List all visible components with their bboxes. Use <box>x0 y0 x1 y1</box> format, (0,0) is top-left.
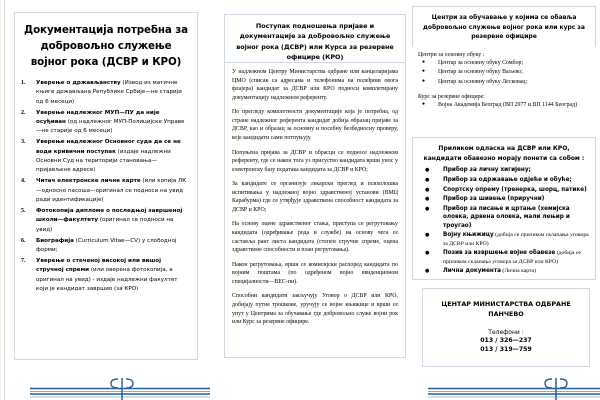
bring-list-item-label <box>443 176 589 185</box>
center-list-item-label: Центар за основну обуку Ваљево; <box>438 69 523 76</box>
center-list-item <box>418 101 590 110</box>
procedure-paragraph: Након регрутовања, врши се комисијски распоред кандидата по војним поштама (по одређеном војно евиденционом специјалности—ВЕС-пи). <box>232 261 398 285</box>
list-item-number: 1. <box>21 79 26 86</box>
page-edge-inner <box>4 0 5 400</box>
bullet-icon: ● <box>422 78 426 84</box>
bring-list-item-label <box>443 205 589 231</box>
procedure-paragraph: У надлежном Центру Министарства одбране или канцеларијама ЦМО (списак са адресама и телефонима на полеђини овога флајера) кандидат за ДСВР или КРО подноси комплетирану документацију надлежном референту. <box>232 69 398 101</box>
contact-office-name: ЦЕНТАР МИНИСТАРСТВА ОДБРАНЕ <box>441 300 571 308</box>
list-item-number: 6. <box>21 237 26 244</box>
documentation-list-item <box>21 257 189 295</box>
procedure-column <box>210 0 406 400</box>
bring-list-item-bold: Прибор за шивење (приручни) <box>443 196 545 203</box>
bring-list-item-bold: Позив за извршење војне обавезе <box>443 250 556 257</box>
procedure-body-panel <box>224 62 406 358</box>
bring-list-item-label <box>443 195 589 204</box>
list-item-text-bold: Биографија <box>36 237 74 244</box>
list-item-text <box>36 177 189 205</box>
contact-office-city: ПАНЧЕВО <box>488 310 524 319</box>
bullet-icon: ● <box>425 205 430 212</box>
bring-list-item-label <box>443 186 589 195</box>
bring-list-item <box>419 176 589 185</box>
phone-number-2: 013 / 319—759 <box>480 345 532 353</box>
ornament-left <box>30 374 210 400</box>
bullet-icon: ● <box>422 69 426 75</box>
bullet-icon: ● <box>425 232 430 239</box>
list-item-text <box>36 79 189 107</box>
bring-list-item <box>419 166 589 175</box>
procedure-panel-title: Поступак подношења пријаве и документације за добровољно служење војног рока (ДСВР) или Курса за резервне официре (КРО) <box>236 22 394 62</box>
reserve-officers-list <box>418 101 590 110</box>
list-item-number: 3. <box>21 139 26 146</box>
list-item-text <box>36 237 189 256</box>
bring-list-item-note: (Лична карта) <box>501 268 537 275</box>
bring-list-item-note: (добија се приликом склапања уговора за ДСВР или КРО) <box>443 250 581 265</box>
reserve-officers-label: Курс за резервне официре: <box>418 94 485 101</box>
bring-list-item-label <box>443 249 589 266</box>
list-item-text-bold: Уверење о стеченој високој или вишој стручној спреми <box>36 257 162 274</box>
procedure-paragraph: Способни кандидати закључују Уговор о ДСВР или КРО, добијају путне трошкове, уручују се војне књижице и врши се упут у Центрима за обучавање где добровољно служе војни рок или Курс за резервне официре. <box>232 293 398 326</box>
bring-list-item-bold: Прибор за одржавање одјеће и обуће; <box>443 176 572 183</box>
bullet-icon: ● <box>425 196 430 203</box>
training-centers-title-panel <box>412 6 596 48</box>
list-item-number: 4. <box>21 178 26 185</box>
bring-list-item-bold: Прибор за писање и цртање (хемијска оловка, дрвена оловка, мали лењир и троугао) <box>443 205 570 229</box>
bullet-icon: ● <box>422 60 426 65</box>
bring-list-item-bold: Војну књижицу <box>443 232 494 239</box>
phones-label: Телефони : <box>488 328 524 336</box>
list-item-text-rest: (од надлежног МУП-Полицијске Управе—не старије од 6 месеци) <box>36 118 185 135</box>
documentation-list-item <box>21 207 189 235</box>
list-item-text-bold: Читач електронске личне карте <box>36 178 141 185</box>
bring-with-you-panel <box>412 137 596 280</box>
bring-list-item-bold: Прибор за личну хигијену; <box>443 167 531 174</box>
list-item-text-bold: Фотокопија дипломе о последњој завршеној школи—факултету <box>36 207 183 224</box>
bring-with-you-title: Приликом одласка на ДСВР или КРО, кандидати обавезно морају понети са собом : <box>423 145 585 162</box>
procedure-paragraph: На основу оцене здравственог стања, приступа се регрутовању кандидата (одређивање рода и службе) на основу чега се саставља ранг листа кандидата (степен стручне спреме, оцена здравствене способности и план регрутовања). <box>232 221 398 254</box>
list-item-text <box>36 138 189 176</box>
basic-training-list <box>418 59 590 87</box>
center-list-item-label: Центар за основну обуку Лесковац; <box>438 78 528 85</box>
bullet-icon: ● <box>425 186 430 193</box>
list-item-number: 5. <box>21 207 26 214</box>
center-list-item <box>418 68 590 77</box>
bring-with-you-list <box>419 166 589 276</box>
documentation-panel-title: Документација потребна за добровољно служење војног рока (ДСВР и КРО) <box>24 24 188 68</box>
left-panel-column <box>8 0 204 400</box>
bring-list-item-bold: Лична документа <box>443 268 501 275</box>
bullet-icon: ● <box>425 167 430 174</box>
procedure-paragraph: За кандидате се организује лекарски преглед и психолошка испитивања у надлежној војно здравственој установи (ВМЦ Карабурма) где се утврђује здравствена способност кандидата за ДСВР и КРО; <box>232 181 398 213</box>
bring-list-item-label <box>443 231 589 248</box>
bring-list-item-note: (добија се приликом склапања уговора за ДСВР или КРО) <box>443 232 589 247</box>
documentation-list-item <box>21 138 189 176</box>
bring-list-item <box>419 231 589 248</box>
list-item-text <box>36 257 189 295</box>
documentation-list-item <box>21 177 189 205</box>
training-centers-title: Центри за обучавање у којима се обавља добровољно служење војног рока или курс за резервне официре <box>423 14 585 41</box>
bullet-icon: ● <box>422 102 426 108</box>
training-centers-list-panel <box>412 47 596 116</box>
list-item-text-rest: (Извод из матичне књиге држављана Републике Србије—не старији од 6 месеци) <box>36 79 182 105</box>
list-item-text-bold: Уверење надлежног Основног суда да се не води кривични поступак <box>36 139 181 155</box>
center-list-item <box>418 78 590 87</box>
list-item-number: 7. <box>21 257 26 264</box>
documentation-list-item <box>21 109 189 137</box>
bring-list-item-bold: Спортску опрему (тренерка, шорц, патике) <box>443 186 587 193</box>
double-line-ornament-icon <box>30 374 210 400</box>
bullet-icon: ● <box>425 176 430 183</box>
bring-list-item <box>419 249 589 266</box>
list-item-number: 2. <box>21 109 26 116</box>
list-item-text-rest: (издаје надлежни Основни Суд на територији становања—пријављене адресе) <box>36 148 171 174</box>
documentation-list-item <box>21 237 189 256</box>
list-item-text-rest: (или оверена фотокопија, а оригинал на увид) - издаје надлежни факултет који је кандидат завршио (за КРО) <box>36 267 178 293</box>
contact-panel <box>422 288 590 367</box>
documentation-list <box>15 77 197 302</box>
center-list-item <box>418 59 590 68</box>
bring-list-item <box>419 195 589 204</box>
basic-training-label: Центри за основну обуку : <box>418 52 485 58</box>
phone-number-1: 013 / 326—237 <box>480 336 532 344</box>
procedure-paragraph: Попуњена пријава за ДСВР и обрасци се подносе надлежном референту, где се након тога уз присуство кандидата врши унос у електронску базу података кандидата за ДСВР и КРО; <box>232 149 398 173</box>
list-item-text-rest: (Curriculum Vitae—CV) у слободној форми; <box>36 237 177 253</box>
procedure-paragraph: По прегледу комплетности документације која је потребна, од стране надлежног референта кандидат добија образац пријаве за ДСВР, као и образац за основну и посебну безбедносну проверу, које кандидати сами потпуњују. <box>232 109 398 141</box>
bullet-icon: ● <box>425 250 430 257</box>
centers-column <box>410 0 598 400</box>
list-item-text-rest: (или копија ЛК—односно пасоша—оригинал се подноси на увид ради идентификације) <box>36 178 187 204</box>
center-list-item-label: Војна Академија Београд (ВП 2977 и ВП 1144 Београд) <box>438 102 578 109</box>
bring-list-item <box>419 205 589 231</box>
list-item-text <box>36 207 189 235</box>
bring-list-item <box>419 267 589 276</box>
list-item-text-rest: (оригинал се подноси на увид) <box>36 217 174 233</box>
list-item-text-bold: Уверење надлежног МУП—ПУ да није осуђиван <box>36 109 160 125</box>
list-item-text-bold: Уверење о држављанству <box>36 79 121 86</box>
page-edge-outer <box>0 0 1 400</box>
bring-list-item <box>419 186 589 195</box>
bring-list-item-label <box>443 166 589 175</box>
bullet-icon: ● <box>425 268 430 275</box>
list-item-text <box>36 109 189 137</box>
center-list-item-label: Центар за основну обуку Сомбор; <box>438 60 524 66</box>
double-line-ornament-icon <box>428 374 600 400</box>
documentation-list-item <box>21 79 189 107</box>
bring-list-item-label <box>443 267 589 276</box>
documentation-panel <box>14 12 198 360</box>
ornament-right <box>428 374 600 400</box>
